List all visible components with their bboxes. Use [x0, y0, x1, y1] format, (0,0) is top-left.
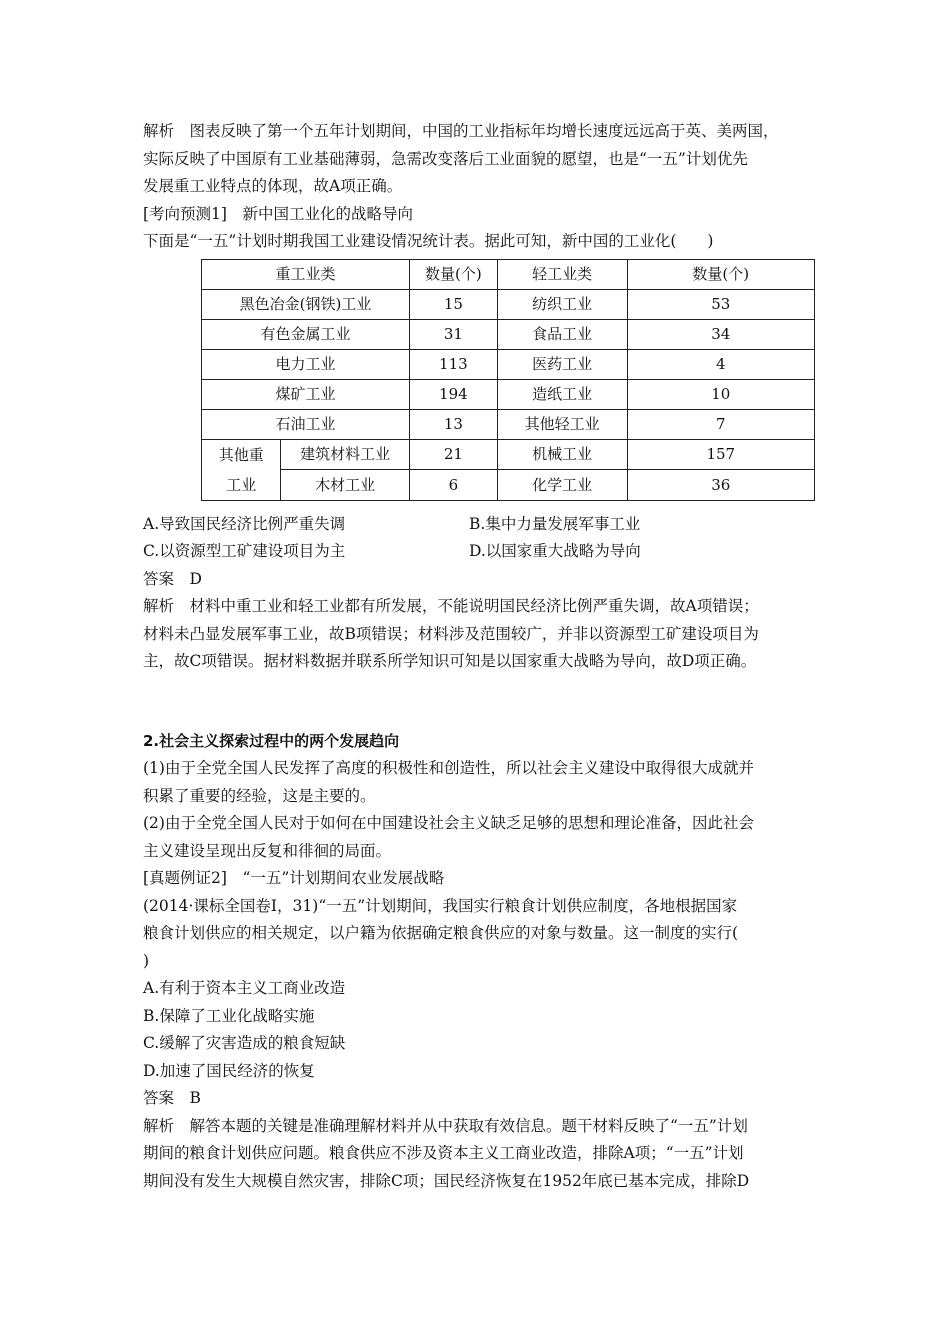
- table-cell: 53: [627, 289, 814, 319]
- answer: 答案 B: [143, 1089, 201, 1107]
- table-cell: 医药工业: [497, 349, 627, 379]
- table-header-cell: 数量(个): [627, 259, 814, 289]
- table-cell: 黑色冶金(钢铁)工业: [202, 289, 410, 319]
- analysis-2-line: 解析 材料中重工业和轻工业都有所发展，不能说明国民经济比例严重失调，故A项错误；: [143, 597, 759, 615]
- table-row: [202, 289, 815, 319]
- table-cell: 7: [627, 409, 814, 439]
- table-row: [202, 379, 815, 409]
- other-heavy-label: 其他重: [218, 445, 264, 464]
- table-row: [202, 409, 815, 439]
- other-heavy-label-cell: [202, 439, 281, 500]
- table-row: [202, 349, 815, 379]
- exam-tag: [真题例证2] “一五”计划期间农业发展战略: [143, 869, 445, 887]
- document-page: [143, 118, 815, 1195]
- table-cell: 4: [627, 349, 814, 379]
- table-header-cell: 重工业类: [202, 259, 410, 289]
- other-heavy-label: 工业: [226, 475, 257, 494]
- point-2-line: (2)由于全党全国人民对于如何在中国建设社会主义缺乏足够的思想和理论准备，因此社会: [143, 814, 754, 832]
- table-cell: 157: [627, 439, 814, 470]
- table-cell: 113: [409, 349, 497, 379]
- table-cell: 6: [409, 470, 497, 501]
- analysis-1-line: 解析 图表反映了第一个五年计划期间，中国的工业指标年均增长速度远远高于英、美两国，: [143, 122, 779, 140]
- table-row: [202, 319, 815, 349]
- option-c: C.以资源型工矿建设项目为主: [143, 542, 346, 560]
- table-cell: 食品工业: [497, 319, 627, 349]
- table-cell: 造纸工业: [497, 379, 627, 409]
- option-b: B.保障了工业化战略实施: [143, 1006, 315, 1025]
- table-cell: 15: [409, 289, 497, 319]
- table-cell: 31: [409, 319, 497, 349]
- table-header-row: [202, 259, 815, 289]
- table-cell: 21: [409, 439, 497, 470]
- option-d: D.以国家重大战略为导向: [469, 542, 641, 560]
- analysis-3-line: 解析 解答本题的关键是准确理解材料并从中获取有效信息。题干材料反映了“一五”计划: [143, 1116, 748, 1135]
- point-1-line: (1)由于全党全国人民发挥了高度的积极性和创造性，所以社会主义建设中取得很大成就并: [143, 759, 754, 777]
- question-stem: 下面是“一五”计划时期我国工业建设情况统计表。据此可知，新中国的工业化( ): [143, 232, 714, 250]
- analysis-3-line: 期间没有发生大规模自然灾害，排除C项；国民经济恢复在1952年底已基本完成，排除D: [143, 1171, 750, 1190]
- table-cell: 电力工业: [202, 349, 410, 379]
- options-row: [143, 538, 815, 566]
- table-cell: 木材工业: [281, 470, 410, 501]
- analysis-2-line: 材料未凸显发展军事工业，故B项错误；材料涉及范围较广，并非以资源型工矿建设项目为: [143, 624, 759, 643]
- question-line: 粮食计划供应的相关规定，以户籍为依据确定粮食供应的对象与数量。这一制度的实行(: [143, 924, 739, 942]
- industry-stats-table: [201, 259, 815, 501]
- option-a: A.导致国民经济比例严重失调: [143, 514, 346, 533]
- section-title: 2.社会主义探索过程中的两个发展趋向: [143, 731, 400, 750]
- option-a: A.有利于资本主义工商业改造: [143, 979, 346, 997]
- table-cell: 13: [409, 409, 497, 439]
- question-line: (2014·课标全国卷Ⅰ，31)“一五”计划期间，我国实行粮食计划供应制度，各地根据国家: [143, 896, 738, 915]
- table-cell: 化学工业: [497, 470, 627, 501]
- table-cell: 34: [627, 319, 814, 349]
- answer: 答案 D: [143, 569, 202, 588]
- table-cell: 纺织工业: [497, 289, 627, 319]
- table-row: [202, 470, 815, 501]
- table-cell: 其他轻工业: [497, 409, 627, 439]
- point-2-line: 主义建设呈现出反复和徘徊的局面。: [143, 841, 392, 860]
- table-cell: 建筑材料工业: [281, 439, 410, 470]
- table-cell: 石油工业: [202, 409, 410, 439]
- option-c: C.缓解了灾害造成的粮食短缺: [143, 1034, 346, 1052]
- table-cell: 10: [627, 379, 814, 409]
- analysis-1-line: 实际反映了中国原有工业基础薄弱，急需改变落后工业面貌的愿望，也是“一五”计划优先: [143, 149, 748, 168]
- table-cell: 有色金属工业: [202, 319, 410, 349]
- analysis-3-line: 期间的粮食计划供应问题。粮食供应不涉及资本主义工商业改造，排除A项；“一五”计划: [143, 1144, 744, 1162]
- table-cell: 机械工业: [497, 439, 627, 470]
- table-header-cell: 数量(个): [409, 259, 497, 289]
- option-b: B.集中力量发展军事工业: [469, 514, 641, 533]
- table-cell: 煤矿工业: [202, 379, 410, 409]
- section-gap: [143, 676, 815, 728]
- point-1-line: 积累了重要的经验，这是主要的。: [143, 786, 376, 805]
- table-cell: 194: [409, 379, 497, 409]
- table-row: [202, 439, 815, 470]
- table-cell: 36: [627, 470, 814, 501]
- analysis-2-line: 主，故C项错误。据材料数据并联系所学知识可知是以国家重大战略为导向，故D项正确。: [143, 652, 757, 670]
- analysis-1-line: 发展重工业特点的体现，故A项正确。: [143, 177, 403, 195]
- option-d: D.加速了国民经济的恢复: [143, 1061, 315, 1080]
- forecast-tag: [考向预测1] 新中国工业化的战略导向: [143, 204, 413, 223]
- options-row: [143, 511, 815, 539]
- table-header-cell: 轻工业类: [497, 259, 627, 289]
- question-line: ): [143, 951, 150, 970]
